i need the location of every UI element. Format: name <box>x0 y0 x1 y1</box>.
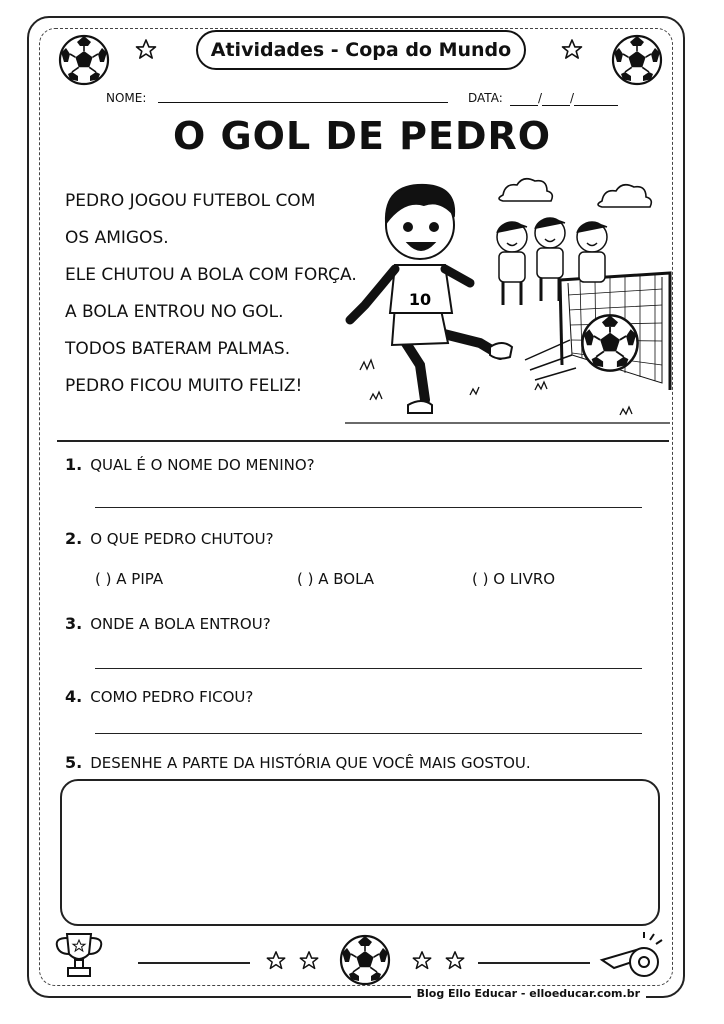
question-number: 3. <box>65 614 83 633</box>
trophy-icon <box>52 930 106 982</box>
star-icon <box>134 38 158 62</box>
question-1 <box>65 455 315 474</box>
soccer-ball-icon <box>58 34 110 86</box>
drawing-area[interactable] <box>60 779 660 926</box>
footer-rule <box>478 962 590 964</box>
answer-line-1[interactable] <box>95 507 642 508</box>
date-field[interactable]: / / <box>510 91 618 106</box>
question-number: 1. <box>65 455 83 474</box>
answer-line-4[interactable] <box>95 733 642 734</box>
boy-kicking-ball-illustration <box>340 165 675 435</box>
page-title: O GOL DE PEDRO <box>172 114 552 158</box>
story-line: PEDRO FICOU MUITO FELIZ! <box>65 376 303 396</box>
question-text: DESENHE A PARTE DA HISTÓRIA QUE VOCÊ MAIS GOSTOU. <box>90 754 531 772</box>
story-line: OS AMIGOS. <box>65 228 169 248</box>
question-text: O QUE PEDRO CHUTOU? <box>90 530 274 548</box>
header-title: Atividades - Copa do Mundo <box>196 30 526 70</box>
name-field[interactable] <box>158 102 448 103</box>
date-label: DATA: <box>468 91 503 105</box>
story-line: ELE CHUTOU A BOLA COM FORÇA. <box>65 265 357 285</box>
name-label: NOME: <box>106 91 147 105</box>
friends-cheering <box>497 218 607 305</box>
story-line: A BOLA ENTROU NO GOL. <box>65 302 284 322</box>
option-livro[interactable]: ( ) O LIVRO <box>472 570 556 588</box>
soccer-ball-icon <box>582 315 637 370</box>
soccer-ball-icon <box>339 934 391 986</box>
story-text <box>65 183 357 405</box>
cloud-icon <box>598 185 651 207</box>
question-2 <box>65 529 274 548</box>
soccer-ball-icon <box>611 34 663 86</box>
star-icon <box>560 38 584 62</box>
question-number: 5. <box>65 753 83 772</box>
star-icon <box>411 950 433 972</box>
story-line: PEDRO JOGOU FUTEBOL COM <box>65 191 316 211</box>
question-number: 4. <box>65 687 83 706</box>
option-pipa[interactable]: ( ) A PIPA <box>95 570 164 588</box>
question-number: 2. <box>65 529 83 548</box>
question-5 <box>65 753 531 772</box>
story-line: TODOS BATERAM PALMAS. <box>65 339 291 359</box>
star-icon <box>298 950 320 972</box>
section-divider <box>57 440 669 442</box>
footer-rule <box>138 962 250 964</box>
question-text: ONDE A BOLA ENTROU? <box>90 615 271 633</box>
star-icon <box>444 950 466 972</box>
question-text: COMO PEDRO FICOU? <box>90 688 254 706</box>
whistle-icon <box>598 932 668 982</box>
question-4 <box>65 687 253 706</box>
motion-lines <box>525 340 576 380</box>
question-3 <box>65 614 271 633</box>
answer-line-3[interactable] <box>95 668 642 669</box>
cloud-icon <box>499 179 552 201</box>
jersey-number: 10 <box>408 290 432 309</box>
star-icon <box>265 950 287 972</box>
question-text: QUAL É O NOME DO MENINO? <box>90 456 315 474</box>
footer-credit: Blog Ello Educar - elloeducar.com.br <box>411 987 646 1000</box>
option-bola[interactable]: ( ) A BOLA <box>297 570 375 588</box>
